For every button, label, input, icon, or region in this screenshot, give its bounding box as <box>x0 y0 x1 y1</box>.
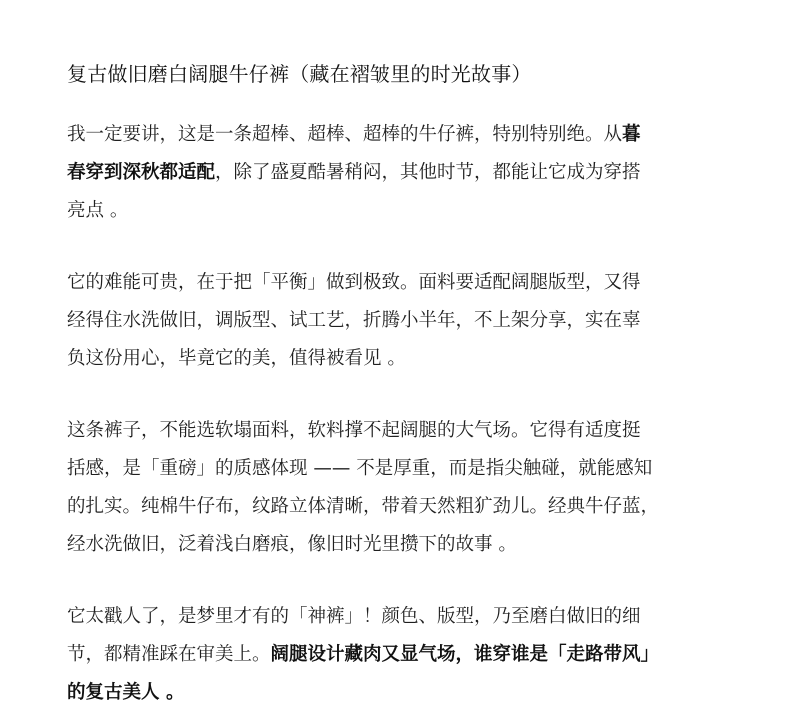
paragraph-1-line-2-emphasis: 春穿到深秋都适配 <box>67 162 216 183</box>
article-title: 复古做旧磨白阔腿牛仔裤（藏在褶皱里的时光故事） <box>67 62 532 86</box>
paragraph-3-line-2: 括感，是「重磅」的质感体现 —— 不是厚重，而是指尖触碰，就能感知 <box>67 458 653 479</box>
paragraph-1-line-2-text: ，除了盛夏酷暑稍闷，其他时节，都能让它成为穿搭 <box>215 162 641 183</box>
paragraph-3 <box>67 412 750 564</box>
paragraph-4-line-2 <box>67 636 750 674</box>
paragraph-1-line-1-emphasis: 暮 <box>622 124 641 145</box>
paragraph-1-line-1 <box>67 116 750 154</box>
paragraph-4-line-2-emphasis: 阔腿设计藏肉又显气场，谁穿谁是「走路带风」 <box>270 644 660 665</box>
paragraph-3-line-1: 这条裤子，不能选软塌面料，软料撑不起阔腿的大气场。它得有适度挺 <box>67 420 641 441</box>
paragraph-4-line-1: 它太戳人了，是梦里才有的「神裤」！颜色、版型，乃至磨白做旧的细 <box>67 606 641 627</box>
paragraph-1 <box>67 116 750 230</box>
paragraph-4-line-3: 的复古美人 。 <box>67 682 185 703</box>
paragraph-4-line-2-text: 节，都精准踩在审美上。 <box>67 644 271 665</box>
paragraph-3-line-3: 的扎实。纯棉牛仔布，纹路立体清晰，带着天然粗犷劲儿。经典牛仔蓝， <box>67 496 660 517</box>
paragraph-2 <box>67 264 750 378</box>
paragraph-2-line-2: 经得住水洗做旧，调版型、试工艺，折腾小半年，不上架分享，实在辜 <box>67 310 641 331</box>
paragraph-4 <box>67 598 750 712</box>
paragraph-2-line-1: 它的难能可贵，在于把「平衡」做到极致。面料要适配阔腿版型，又得 <box>67 272 641 293</box>
paragraph-2-line-3: 负这份用心，毕竟它的美，值得被看见 。 <box>67 348 406 369</box>
paragraph-3-line-4: 经水洗做旧，泛着浅白磨痕，像旧时光里攒下的故事 。 <box>67 534 517 555</box>
paragraph-1-line-2 <box>67 154 750 192</box>
paragraph-1-line-3: 亮点 。 <box>67 200 129 221</box>
paragraph-1-line-1-text: 我一定要讲，这是一条超棒、超棒、超棒的牛仔裤，特别特别绝。从 <box>67 124 623 145</box>
